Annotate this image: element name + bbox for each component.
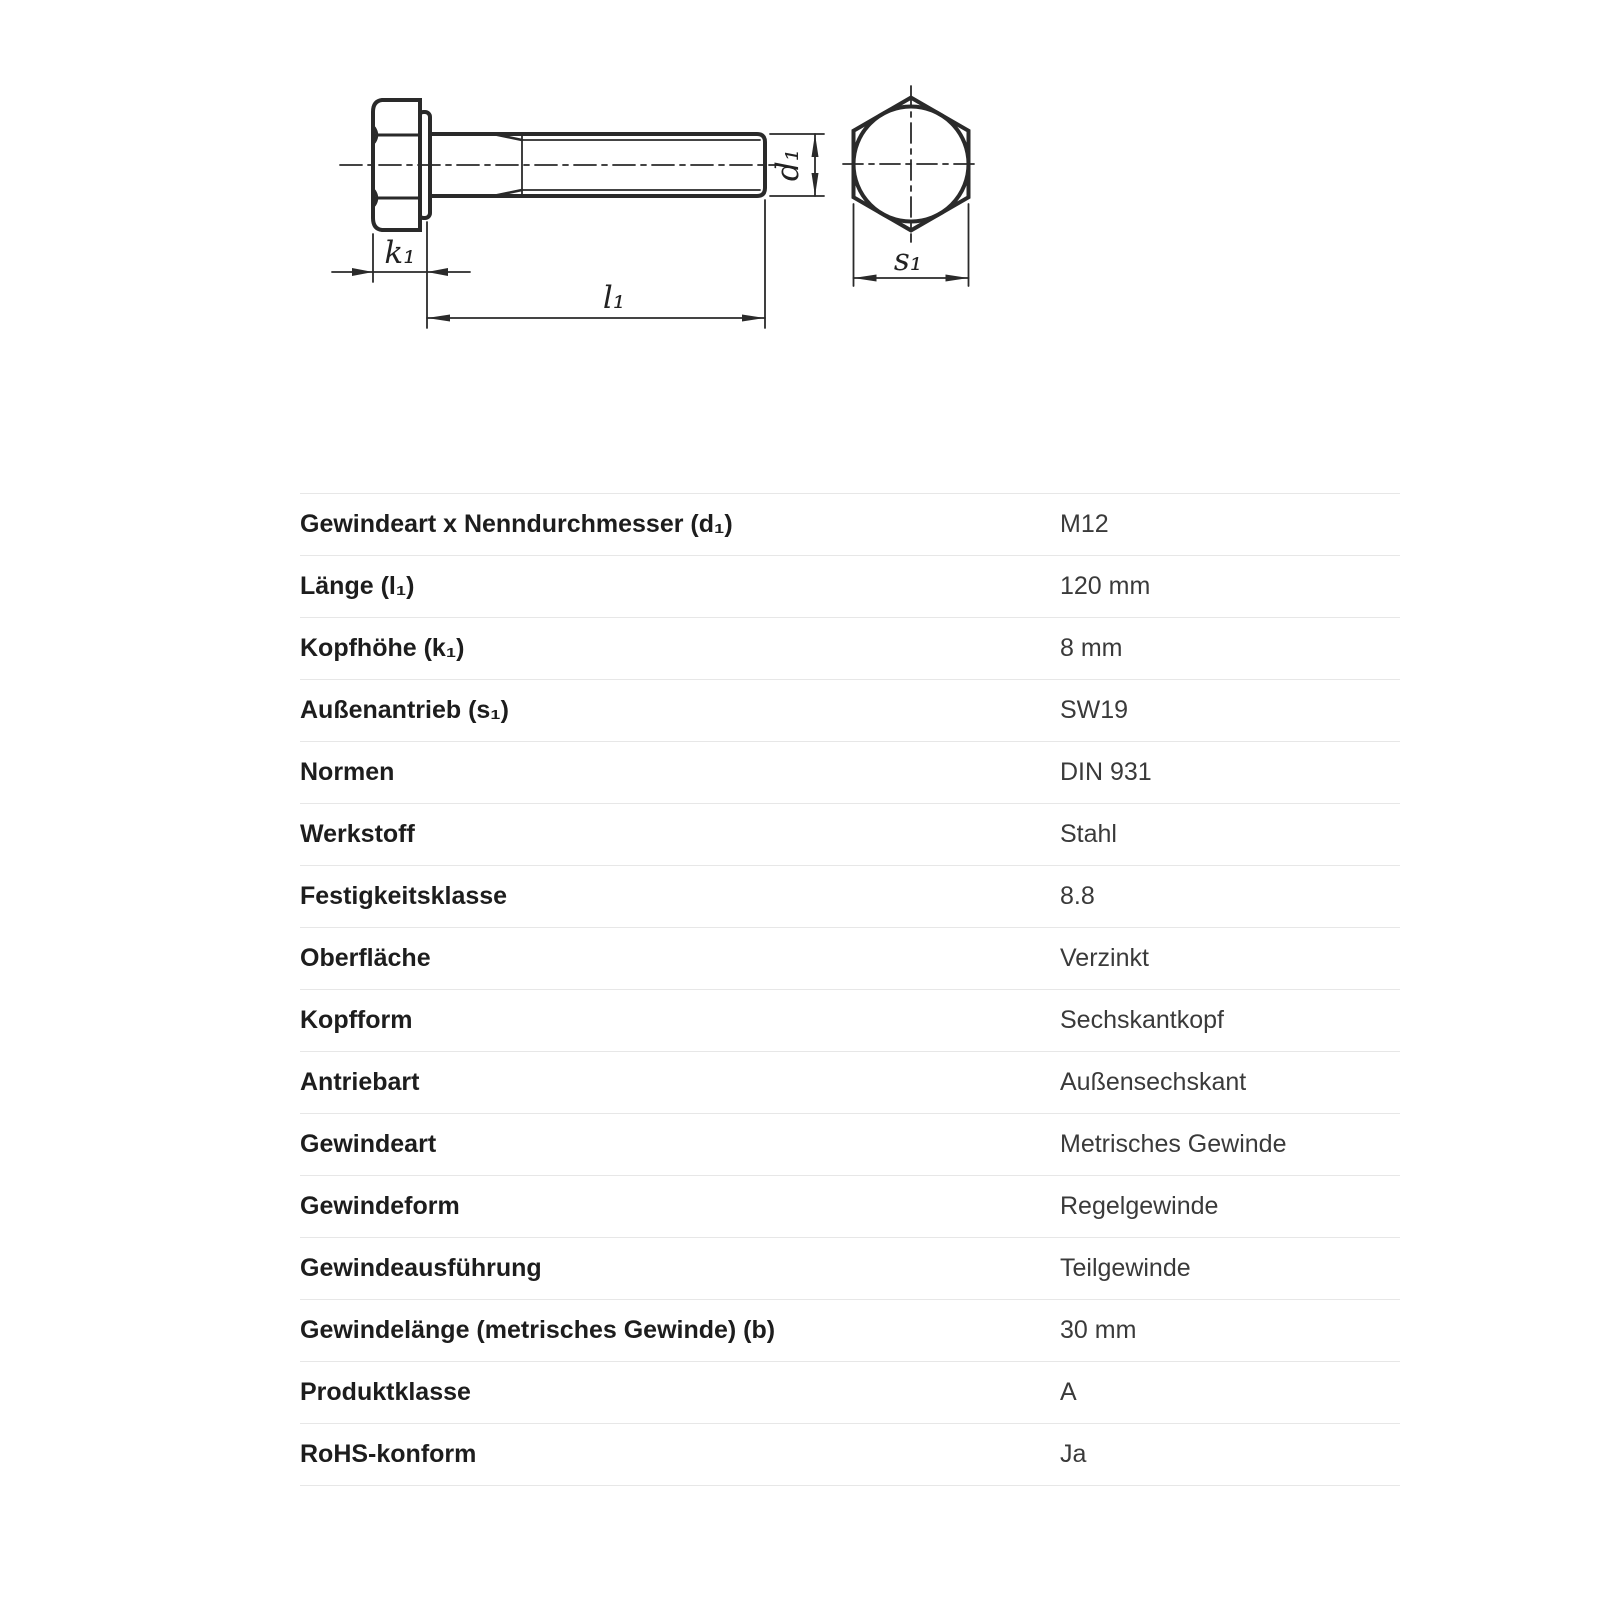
spec-label: Kopfform	[300, 1006, 413, 1034]
spec-label: RoHS-konform	[300, 1440, 477, 1468]
spec-value: M12	[1060, 510, 1109, 538]
dimension-d1	[812, 134, 819, 196]
spec-label: Außenantrieb (s₁)	[300, 696, 509, 724]
spec-row	[300, 1175, 1400, 1237]
spec-row	[300, 1113, 1400, 1175]
spec-row	[300, 1051, 1400, 1113]
spec-row	[300, 741, 1400, 803]
dimension-l1	[427, 315, 765, 322]
spec-label: Antriebart	[300, 1068, 420, 1096]
d1-label: d₁	[770, 148, 806, 182]
bolt-technical-drawing	[0, 0, 1600, 400]
spec-label: Gewindeart x Nenndurchmesser (d₁)	[300, 510, 733, 538]
spec-value: Ja	[1060, 1440, 1087, 1468]
spec-table	[300, 493, 1400, 1486]
spec-row	[300, 803, 1400, 865]
spec-label: Gewindeausführung	[300, 1254, 542, 1282]
spec-value: Außensechskant	[1060, 1068, 1247, 1096]
spec-row	[300, 1299, 1400, 1361]
spec-row	[300, 927, 1400, 989]
spec-row	[300, 1237, 1400, 1299]
spec-value: Stahl	[1060, 820, 1117, 848]
spec-label: Festigkeitsklasse	[300, 882, 508, 910]
spec-label: Gewindeform	[300, 1192, 460, 1220]
bolt-side-view	[340, 100, 780, 230]
spec-label: Kopfhöhe (k₁)	[300, 634, 465, 662]
spec-row	[300, 1423, 1400, 1485]
l1-label: l₁	[602, 280, 626, 316]
spec-value: 120 mm	[1060, 572, 1151, 600]
spec-label: Werkstoff	[300, 820, 415, 848]
spec-row	[300, 865, 1400, 927]
spec-row	[300, 679, 1400, 741]
spec-row	[300, 1361, 1400, 1423]
spec-row	[300, 493, 1400, 555]
spec-value: Regelgewinde	[1060, 1192, 1219, 1220]
spec-label: Produktklasse	[300, 1378, 471, 1406]
spec-row	[300, 989, 1400, 1051]
spec-value: Metrisches Gewinde	[1060, 1130, 1287, 1158]
spec-value: SW19	[1060, 696, 1129, 724]
spec-value: 8.8	[1060, 882, 1095, 910]
spec-value: DIN 931	[1060, 758, 1152, 786]
spec-value: Verzinkt	[1060, 944, 1149, 972]
spec-value: 30 mm	[1060, 1316, 1137, 1344]
s1-label: s₁	[893, 242, 923, 278]
spec-row	[300, 555, 1400, 617]
spec-label: Gewindeart	[300, 1130, 437, 1158]
spec-row	[300, 617, 1400, 679]
spec-value: A	[1060, 1378, 1077, 1406]
spec-label: Normen	[300, 758, 395, 786]
spec-value: 8 mm	[1060, 634, 1123, 662]
spec-label: Länge (l₁)	[300, 572, 415, 600]
k1-label: k₁	[384, 235, 416, 271]
spec-value: Teilgewinde	[1060, 1254, 1191, 1282]
spec-label: Oberfläche	[300, 944, 431, 972]
spec-value: Sechskantkopf	[1060, 1006, 1224, 1034]
spec-label: Gewindelänge (metrisches Gewinde) (b)	[300, 1316, 776, 1344]
